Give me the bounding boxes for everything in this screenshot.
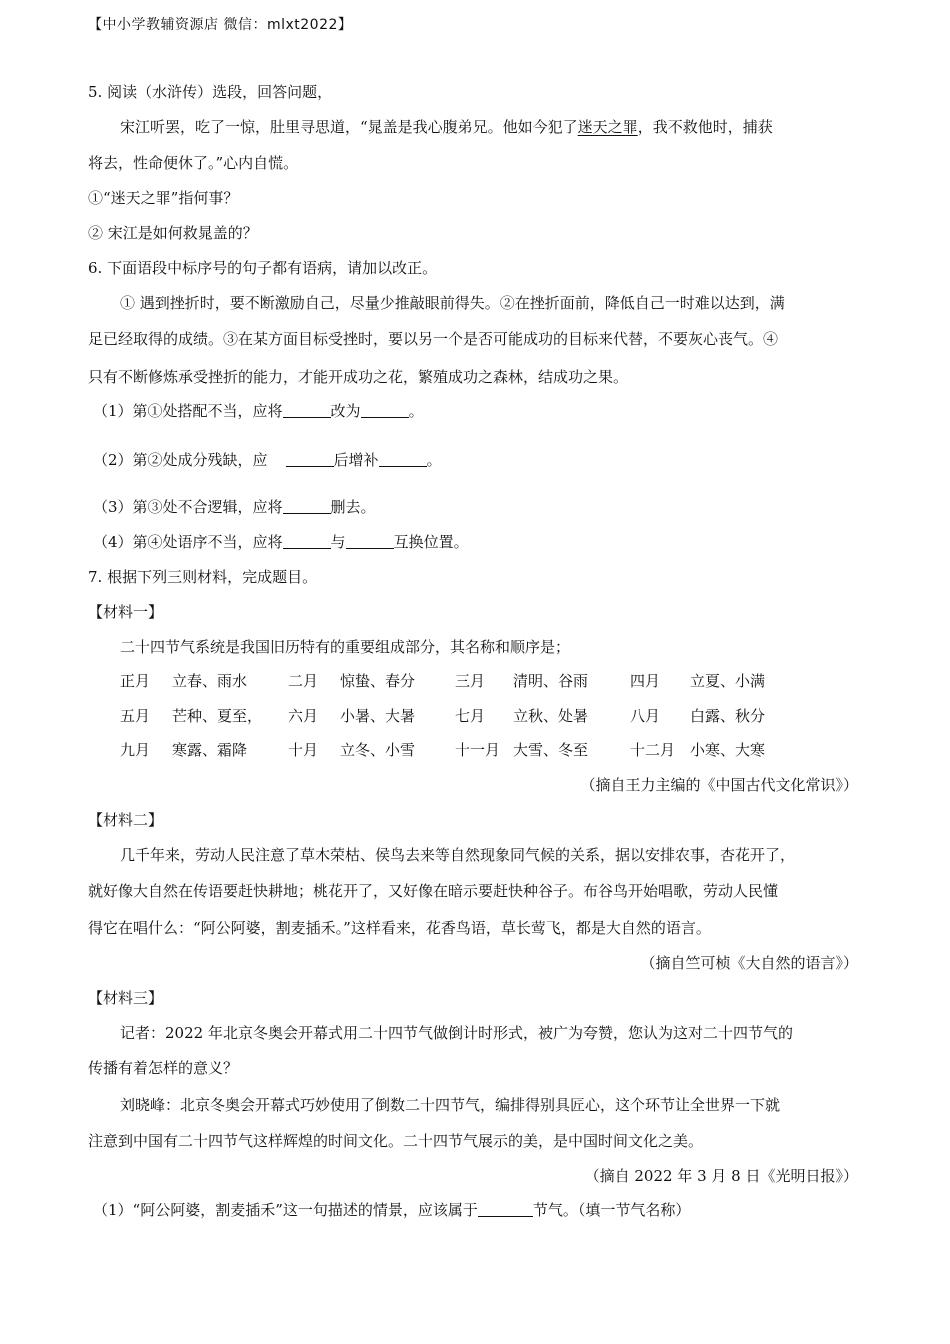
q6-sub1-text: 改为 [330, 402, 361, 420]
material-2-source: （摘自竺可桢《大自然的语言》） [640, 954, 858, 972]
q6-sub2-text: 。 [426, 451, 442, 469]
material-2-label: 【材料二】 [88, 811, 164, 829]
solar-terms: 小暑、大暑 [340, 707, 416, 725]
answer-blank[interactable] [283, 534, 331, 549]
material-3-line4: 注意到中国有二十四节气这样辉煌的时间文化。二十四节气展示的美，是中国时间文化之美。 [88, 1132, 704, 1150]
q5-title: 5. 阅读（水浒传）选段，回答问题， [88, 83, 333, 101]
material-3-line1: 记者：2022 年北京冬奥会开幕式用二十四节气做倒计时形式，被广为夸赞，您认为这对二十四节气的 [120, 1024, 793, 1042]
material-2-line2: 就好像大自然在传语要赶快耕地；桃花开了，又好像在暗示要赶快种谷子。布谷鸟开始唱歌，劳动人民懂 [88, 882, 779, 900]
q6-sub2-text: （2）第②处成分残缺，应 [93, 451, 268, 469]
q6-sub3 [93, 497, 376, 517]
q5-underlined-phrase: 迷天之罪 [577, 118, 638, 136]
answer-blank[interactable] [283, 403, 331, 418]
month-label: 正月 [120, 672, 151, 690]
material-2-line3: 得它在唱什么：“阿公阿婆，割麦插禾。”这样看来，花香鸟语，草长莺飞，都是大自然的语言。 [88, 919, 711, 937]
answer-blank[interactable] [346, 534, 394, 549]
q6-sub2-text: 后增补 [333, 451, 379, 469]
q6-sub2 [93, 450, 442, 470]
solar-terms: 清明、谷雨 [513, 672, 589, 690]
q7-sub1-text: 节气。（填一节气名称） [532, 1201, 691, 1219]
q7-sub1-text: （1）“阿公阿婆，割麦插禾”这一句描述的情景，应该属于 [93, 1201, 478, 1219]
answer-blank[interactable] [283, 499, 331, 514]
solar-terms: 立春、雨水 [172, 672, 248, 690]
material-3-line2: 传播有着怎样的意义？ [88, 1059, 239, 1077]
q6-sub3-text: 删去。 [330, 498, 376, 516]
solar-terms: 大雪、冬至 [513, 741, 589, 759]
q6-passage-line3: 只有不断修炼承受挫折的能力，才能开成功之花，繁殖成功之森林，结成功之果。 [88, 368, 629, 386]
q7-title: 7. 根据下列三则材料，完成题目。 [88, 568, 318, 586]
answer-blank[interactable] [361, 403, 409, 418]
q6-sub1 [93, 401, 424, 421]
q5-passage-text: 宋江听罢，吃了一惊，肚里寻思道，“晁盖是我心腹弟兄。他如今犯了 [120, 118, 578, 136]
month-label: 五月 [120, 707, 151, 725]
page-header: 【中小学教辅资源店 微信：mlxt2022】 [88, 17, 353, 33]
q6-sub1-text: （1）第①处搭配不当，应将 [93, 402, 283, 420]
solar-terms: 寒露、霜降 [172, 741, 248, 759]
q6-passage-line1: ① 遇到挫折时，要不断激励自己，尽量少推敲眼前得失。②在挫折面前，降低自己一时难以达到，满 [120, 294, 785, 312]
solar-terms: 立冬、小雪 [340, 741, 416, 759]
q6-sub3-text: （3）第③处不合逻辑，应将 [93, 498, 283, 516]
solar-terms: 白露、秋分 [690, 707, 766, 725]
q5-passage-text: ，我不救他时，捕获 [637, 118, 773, 136]
q6-sub4-text: 与 [330, 533, 346, 551]
month-label: 十一月 [455, 741, 501, 759]
solar-terms: 立夏、小满 [690, 672, 766, 690]
q6-sub4 [93, 532, 469, 552]
month-label: 十二月 [630, 741, 676, 759]
month-label: 六月 [288, 707, 319, 725]
material-3-label: 【材料三】 [88, 989, 164, 1007]
solar-terms: 小寒、大寒 [690, 741, 766, 759]
answer-blank[interactable] [286, 452, 334, 467]
q7-sub1 [93, 1200, 690, 1220]
month-label: 八月 [630, 707, 661, 725]
month-label: 十月 [288, 741, 319, 759]
month-label: 二月 [288, 672, 319, 690]
q6-title: 6. 下面语段中标序号的句子都有语病，请加以改正。 [88, 259, 438, 277]
q6-sub4-text: （4）第④处语序不当，应将 [93, 533, 283, 551]
answer-blank[interactable] [379, 452, 427, 467]
material-1-label: 【材料一】 [88, 603, 164, 621]
answer-blank[interactable] [478, 1202, 533, 1217]
q5-sub2: ② 宋江是如何救晁盖的？ [88, 224, 258, 242]
month-label: 九月 [120, 741, 151, 759]
q6-passage-line2: 足已经取得的成绩。③在某方面目标受挫时，要以另一个是否可能成功的目标来代替，不要灰心丧气。④ [88, 330, 779, 348]
solar-terms: 芒种、夏至， [172, 707, 263, 725]
q5-passage-line2: 将去，性命便休了。”心内自慌。 [88, 154, 299, 172]
material-1-source: （摘自王力主编的《中国古代文化常识》） [580, 776, 858, 794]
material-1-intro: 二十四节气系统是我国旧历特有的重要组成部分，其名称和顺序是； [120, 638, 571, 656]
material-3-source: （摘自 2022 年 3 月 8 日《光明日报》） [584, 1167, 858, 1185]
solar-terms: 立秋、处暑 [513, 707, 589, 725]
q6-sub4-text: 互换位置。 [393, 533, 469, 551]
material-3-line3: 刘晓峰：北京冬奥会开幕式巧妙使用了倒数二十四节气，编排得别具匠心，这个环节让全世界一下就 [120, 1096, 781, 1114]
q5-passage-line1 [120, 117, 773, 137]
material-2-line1: 几千年来，劳动人民注意了草木荣枯、侯鸟去来等自然现象同气候的关系，据以安排农事，杏花开了， [120, 846, 796, 864]
q5-sub1: ①“迷天之罪”指何事？ [88, 189, 239, 207]
month-label: 三月 [455, 672, 486, 690]
q6-sub1-text: 。 [408, 402, 424, 420]
month-label: 四月 [630, 672, 661, 690]
solar-terms: 惊蛰、春分 [340, 672, 416, 690]
month-label: 七月 [455, 707, 486, 725]
